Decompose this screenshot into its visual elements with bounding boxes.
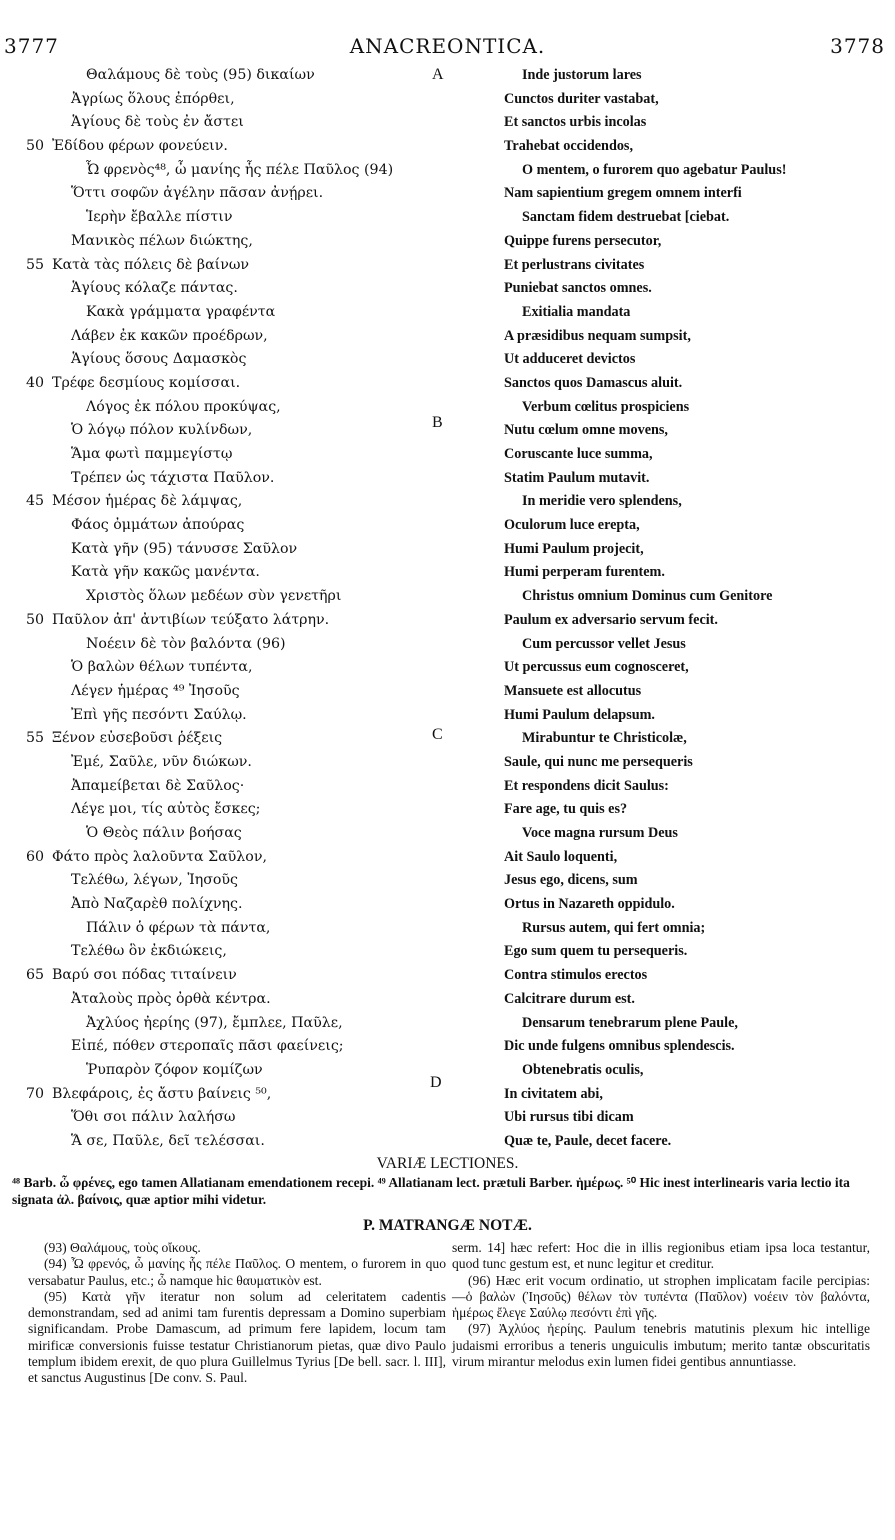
latin-verse-text: Contra stimulos erectos [504,967,648,984]
greek-verse-line [26,561,436,585]
greek-verse-text: Ῥυπαρὸν ζόφον κομίζων [86,1061,263,1078]
latin-verse-text: Quippe furens persecutor, [504,232,662,249]
latin-verse-text: Et sanctos urbis incolas [504,114,647,131]
verse-number: 60 [26,848,45,865]
verse-number: 65 [26,967,45,984]
latin-verse-line [504,633,886,657]
notes-title: P. MATRANGÆ NOTÆ. [363,1217,532,1234]
latin-verse-text: Humi Paulum projecit, [504,540,644,557]
latin-verse-line [504,348,886,372]
greek-verse-line [26,585,436,609]
latin-verse-text: Trahebat occidendos, [504,138,634,155]
greek-verse-line [26,633,436,657]
greek-verse-line [26,419,436,443]
latin-verse-text: Ut percussus eum cognosceret, [504,659,689,676]
latin-verse-line [504,893,886,917]
latin-verse-text: Quæ te, Paule, decet facere. [504,1132,672,1149]
greek-verse-text: Τελέθω ὃν ἐκδιώκεις, [71,943,227,960]
notes-right-column [452,1240,870,1370]
margin-letter-b: B [432,414,443,431]
greek-verse-text: Ἐμέ, Σαῦλε, νῦν διώκων. [71,753,252,770]
greek-text-column [26,64,436,1154]
latin-verse-line [504,277,886,301]
greek-verse-text: Κακὰ γράμματα γραφέντα [86,303,276,320]
greek-verse-line [26,230,436,254]
margin-letter-c: C [432,726,443,743]
latin-verse-text: Exitialia mandata [522,303,631,320]
latin-verse-line [504,490,886,514]
greek-verse-text: Ἱερὴν ἔβαλλε πίστιν [86,209,233,226]
latin-verse-line [504,561,886,585]
latin-verse-line [504,656,886,680]
latin-verse-text: Humi perperam furentem. [504,564,665,581]
latin-verse-text: Cunctos duriter vastabat, [504,90,659,107]
greek-verse-text: Ἀγρίως ὅλους ἐπόρθει, [71,90,235,107]
latin-verse-line [504,1130,886,1154]
latin-verse-line [504,514,886,538]
note-paragraph: serm. 14] hæc refert: Hoc die in illis regionibus etiam ipsa loca testantur, quod tunc gestum est, et nunc legitur et creditur. [452,1240,870,1272]
greek-verse-line [26,869,436,893]
variae-title: VARIÆ LECTIONES. [376,1155,519,1172]
verse-number: 45 [26,493,45,510]
latin-verse-text: Dic unde fulgens omnibus splendescis. [504,1038,735,1055]
greek-verse-line [26,467,436,491]
greek-verse-line [26,680,436,704]
greek-verse-line [26,1059,436,1083]
greek-verse-line [26,64,436,88]
greek-verse-text: Τελέθω, λέγων, Ἰησοῦς [71,872,239,889]
greek-verse-text: Ἅ σε, Παῦλε, δεῖ τελέσσαι. [71,1132,265,1149]
latin-verse-line [504,182,886,206]
latin-verse-text: Mirabuntur te Christicolæ, [522,730,687,747]
greek-verse-text: Λόγος ἐκ πόλου προκύψας, [86,398,281,415]
note-paragraph: (93) Θαλάμους, τοὺς οἴκους. [44,1240,201,1255]
latin-verse-line [504,585,886,609]
verse-number: 55 [26,730,45,747]
greek-verse-line [26,846,436,870]
latin-verse-line [504,727,886,751]
greek-verse-line [26,798,436,822]
greek-verse-line [26,348,436,372]
latin-verse-line [504,443,886,467]
greek-verse-text: Ἁγίους κόλαζε πάντας. [71,280,238,297]
greek-verse-text: Ἁγίους δὲ τοὺς ἐν ἄστει [71,114,244,131]
latin-verse-text: Verbum cœlitus prospiciens [522,398,690,415]
latin-verse-text: Inde justorum lares [522,67,642,83]
latin-verse-line [504,301,886,325]
verse-number: 40 [26,374,45,391]
latin-verse-text: Mansuete est allocutus [504,682,642,699]
latin-verse-text: Ortus in Nazareth oppidulo. [504,896,675,913]
greek-verse-text: Μανικὸς πέλων διώκτης, [71,232,253,249]
notes-left-column [28,1240,446,1387]
latin-verse-text: Rursus autem, qui fert omnia; [522,919,706,936]
verse-number: 70 [26,1085,45,1102]
greek-verse-text: Πάλιν ὁ φέρων τὰ πάντα, [86,919,271,936]
latin-verse-text: Statim Paulum mutavit. [504,469,650,486]
greek-verse-line [26,656,436,680]
page-number-right: 3778 [830,34,885,58]
margin-letter-d: D [430,1074,442,1091]
latin-verse-text: In meridie vero splendens, [522,493,682,510]
latin-verse-text: Coruscante luce summa, [504,446,653,462]
greek-verse-text: Κατὰ γῆν (95) τάνυσσε Σαῦλον [71,540,298,557]
greek-verse-line [26,254,436,278]
greek-verse-line [26,490,436,514]
latin-verse-text: Fare age, tu quis es? [504,801,628,818]
greek-verse-line [26,443,436,467]
latin-verse-line [504,1106,886,1130]
greek-verse-line [26,1130,436,1154]
greek-verse-text: Ἐπὶ γῆς πεσόντι Σαύλῳ. [71,706,247,723]
greek-verse-text: Ξένον εὐσεβοῦσι ῥέξεις [52,730,223,747]
latin-verse-text: Calcitrare durum est. [504,990,635,1007]
greek-verse-text: Κατὰ τὰς πόλεις δὲ βαίνων [52,256,250,273]
greek-verse-line [26,822,436,846]
latin-verse-text: Ait Saulo loquenti, [504,848,618,865]
latin-verse-line [504,230,886,254]
latin-verse-line [504,467,886,491]
latin-verse-text: Sanctos quos Damascus aluit. [504,374,683,391]
latin-verse-line [504,206,886,230]
variae-lectiones-text: ⁴⁸ Barb. ὦ φρένες, ego tamen Allatianam emendationem recepi. ⁴⁹ Allatianam lect. prætuli Barber. ἡμέρως. ⁵⁰ Hic inest interlinearis varia lectio ita signata ἀλ. βαίνοις, quæ aptior mihi videtur. [12,1175,850,1207]
greek-verse-text: Ὁ Θεὸς πάλιν βοήσας [86,825,242,841]
latin-verse-line [504,538,886,562]
latin-verse-text: Paulum ex adversario servum fecit. [504,611,718,628]
latin-verse-line [504,940,886,964]
latin-verse-line [504,88,886,112]
latin-verse-text: Christus omnium Dominus cum Genitore [522,588,773,605]
greek-verse-line [26,538,436,562]
latin-verse-line [504,609,886,633]
greek-verse-line [26,917,436,941]
latin-verse-text: Jesus ego, dicens, sum [504,872,638,889]
greek-verse-text: Ὅττι σοφῶν ἀγέλην πᾶσαν ἀνῄρει. [71,185,324,202]
greek-verse-text: Ἀπὸ Ναζαρὲθ πολίχνης. [71,896,243,913]
latin-verse-line [504,111,886,135]
greek-verse-line [26,609,436,633]
greek-verse-text: Ὁ βαλὼν θέλων τυπέντα, [71,659,253,676]
greek-verse-line [26,1012,436,1036]
greek-verse-line [26,1083,436,1107]
note-paragraph: (95) Κατὰ γῆν iteratur non solum ad celeritatem cadentis demonstrandam, sed ad animi tam furentis depressam a Domino superbiam significandam. Probe Damascum, ad primum fere lapidem, locum tam mirificæ conversionis fuisse testatur Christianorum pietas, quæ divo Paulo templum ibidem erexit, de quo plura Guillelmus Tyrius [De bell. sacr. l. III], et sanctus Augustinus [De conv. S. Paul. [28,1288,446,1386]
latin-verse-text: Voce magna rursum Deus [522,825,678,841]
latin-verse-text: Et respondens dicit Saulus: [504,777,669,794]
greek-verse-text: Φάος ὀμμάτων ἀπούρας [71,517,245,534]
greek-verse-line [26,159,436,183]
greek-verse-line [26,775,436,799]
latin-verse-line [504,64,886,88]
latin-verse-line [504,869,886,893]
latin-verse-line [504,159,886,183]
latin-verse-text: A præsidibus nequam sumpsit, [504,327,691,344]
greek-verse-line [26,940,436,964]
greek-verse-text: Βλεφάροις, ἐς ἄστυ βαίνεις ⁵⁰, [52,1085,272,1102]
greek-verse-line [26,325,436,349]
latin-verse-line [504,846,886,870]
greek-verse-text: Τρέφε δεσμίους κομίσσαι. [52,374,241,391]
latin-verse-text: Nutu cœlum omne movens, [504,422,668,439]
greek-verse-line [26,1106,436,1130]
greek-verse-text: Κατὰ γῆν κακῶς μανέντα. [71,564,260,581]
greek-verse-text: Ἀταλοὺς πρὸς ὀρθὰ κέντρα. [71,990,271,1007]
greek-verse-text: Βαρύ σοι πόδας τιταίνειν [52,967,237,984]
greek-verse-line [26,1035,436,1059]
latin-verse-text: Obtenebratis oculis, [522,1061,644,1078]
greek-verse-line [26,277,436,301]
greek-verse-line [26,206,436,230]
latin-verse-line [504,1035,886,1059]
latin-verse-line [504,1012,886,1036]
latin-verse-line [504,775,886,799]
latin-verse-line [504,751,886,775]
greek-verse-line [26,704,436,728]
latin-verse-line [504,396,886,420]
greek-verse-text: Εἰπέ, πόθεν στεροπαῖς πᾶσι φαείνεις; [71,1038,344,1055]
greek-verse-text: Παῦλον ἀπ' ἀντιβίων τεύξατο λάτρην. [52,611,330,628]
verse-number: 55 [26,256,45,273]
greek-verse-line [26,727,436,751]
latin-verse-text: Ubi rursus tibi dicam [504,1109,634,1126]
verse-number: 50 [26,611,45,628]
latin-verse-line [504,254,886,278]
greek-verse-line [26,893,436,917]
greek-verse-text: Λέγεν ἡμέρας ⁴⁹ Ἰησοῦς [71,682,240,699]
greek-verse-line [26,111,436,135]
latin-verse-text: Saule, qui nunc me persequeris [504,753,693,770]
latin-verse-text: Ut adduceret devictos [504,351,636,368]
greek-verse-text: Ἅμα φωτὶ παμμεγίστῳ [71,446,233,462]
latin-verse-text: O mentem, o furorem quo agebatur Paulus! [522,161,787,178]
greek-verse-line [26,182,436,206]
greek-verse-text: Ἁγίους ὅσους Δαμασκὸς [71,351,247,368]
latin-verse-text: Puniebat sanctos omnes. [504,280,652,297]
greek-verse-line [26,135,436,159]
latin-verse-line [504,1059,886,1083]
greek-verse-text: Μέσον ἡμέρας δὲ λάμψας, [52,493,243,510]
greek-verse-text: Ἀπαμείβεται δὲ Σαῦλος· [71,777,245,794]
greek-verse-text: Ἀχλύος ἠερίης (97), ἔμπλεε, Παῦλε, [86,1014,343,1031]
greek-verse-text: Θαλάμους δὲ τοὺς (95) δικαίων [86,67,315,83]
greek-verse-line [26,988,436,1012]
greek-verse-line [26,301,436,325]
latin-verse-line [504,325,886,349]
latin-verse-line [504,704,886,728]
latin-verse-text: Et perlustrans civitates [504,256,645,273]
greek-verse-line [26,88,436,112]
latin-translation-column [504,64,886,1154]
page-number-left: 3777 [4,34,59,58]
latin-verse-line [504,988,886,1012]
greek-verse-text: Νοέειν δὲ τὸν βαλόντα (96) [86,635,286,652]
greek-verse-line [26,396,436,420]
greek-verse-line [26,514,436,538]
latin-verse-line [504,798,886,822]
note-paragraph: (94) Ὦ φρενός, ὦ μανίης ἧς πέλε Παῦλος. O mentem, o furorem in quo versabatur Paulus, etc.; ὦ namque hic θαυματικὸν est. [28,1256,446,1288]
latin-verse-text: Densarum tenebrarum plene Paule, [522,1014,738,1031]
latin-verse-text: Ego sum quem tu persequeris. [504,943,688,960]
latin-verse-text: Cum percussor vellet Jesus [522,635,686,652]
note-paragraph: (97) Ἀχλύος ἠερίης. Paulum tenebris matutinis plexum hic intellige judaismi erroribus a teneris unguiculis imbutum; merito tantæ obscuritatis virum mirantur melodus exin lumen fidei gentibus annuntiasse. [452,1321,870,1370]
margin-letter-a: A [432,66,444,83]
greek-verse-line [26,372,436,396]
latin-verse-text: Humi Paulum delapsum. [504,706,655,723]
latin-verse-text: Nam sapientium gregem omnem interfi [504,185,742,202]
latin-verse-text: Sanctam fidem destruebat [ciebat. [522,209,730,226]
greek-verse-line [26,964,436,988]
greek-verse-text: Ὅθι σοι πάλιν λαλήσω [71,1109,236,1126]
latin-verse-line [504,822,886,846]
latin-verse-line [504,917,886,941]
greek-verse-text: Χριστὸς ὅλων μεδέων σὺν γενετῆρι [86,588,342,605]
greek-verse-text: Ἐδίδου φέρων φονεύειν. [52,138,228,155]
latin-verse-text: Oculorum luce erepta, [504,517,640,534]
greek-verse-line [26,751,436,775]
greek-verse-text: Ὁ λόγῳ πόλον κυλίνδων, [71,422,253,439]
greek-verse-text: Λάβεν ἐκ κακῶν προέδρων, [71,327,268,344]
latin-verse-text: In civitatem abi, [504,1085,603,1102]
greek-verse-text: Λέγε μοι, τίς αὐτὸς ἔσκες; [71,801,261,818]
greek-verse-text: Ὦ φρενὸς⁴⁸, ὦ μανίης ἧς πέλε Παῦλος (94) [86,161,394,178]
greek-verse-text: Φάτο πρὸς λαλοῦντα Σαῦλον, [52,848,267,865]
latin-verse-line [504,1083,886,1107]
running-title: ANACREONTICA. [349,34,546,58]
greek-verse-text: Τρέπεν ὡς τάχιστα Παῦλον. [71,469,275,486]
latin-verse-line [504,419,886,443]
verse-number: 50 [26,138,45,155]
latin-verse-line [504,135,886,159]
latin-verse-line [504,680,886,704]
latin-verse-line [504,372,886,396]
latin-verse-line [504,964,886,988]
note-paragraph: (96) Hæc erit vocum ordinatio, ut strophen implicatam facile percipias: —ὁ βαλὼν (Ἰησοῦς) θέλων τὸν τυπέντα (Παῦλον) νοέειν τὸν βαλόντα, ἡμέρως ἔλεγε Σαύλῳ πεσόντι ἐπὶ γῆς. [452,1272,870,1321]
